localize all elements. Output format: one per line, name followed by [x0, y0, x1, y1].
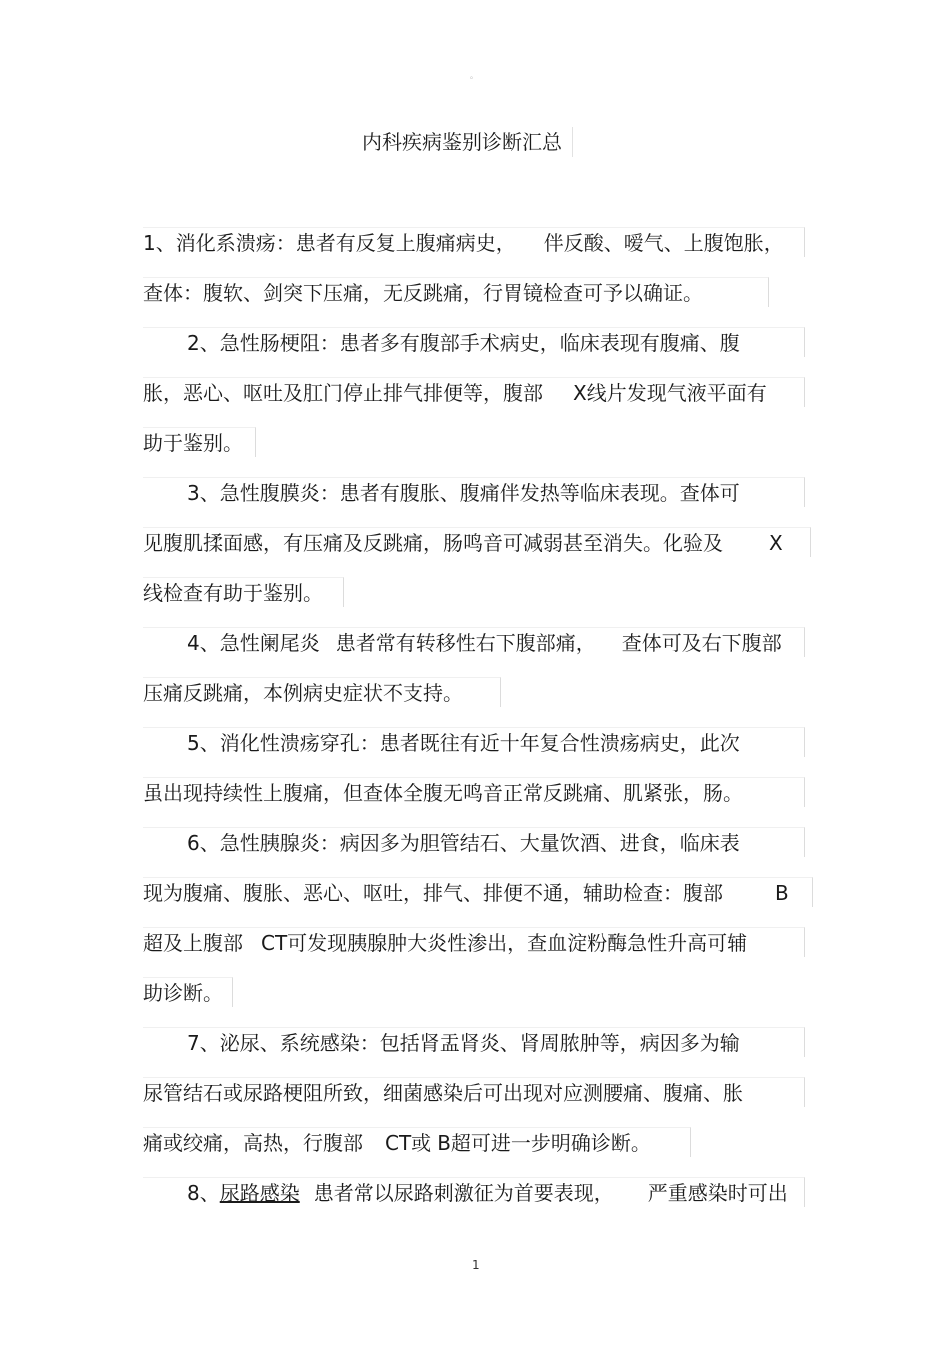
- text-line: 5、消化性溃疡穿孔：患者既往有近十年复合性溃疡病史，此次: [143, 727, 805, 757]
- text-line: 1、消化系溃疡：患者有反复上腹痛病史， 伴反酸、嗳气、上腹饱胀，: [143, 227, 805, 257]
- text-line: 6、急性胰腺炎：病因多为胆管结石、大量饮酒、进食，临床表: [143, 827, 805, 857]
- text-line: 虽出现持续性上腹痛，但查体全腹无鸣音正常反跳痛、肌紧张，肠。: [143, 777, 805, 807]
- text-line: 痛或绞痛，高热，行腹部 CT或 B超可进一步明确诊断。: [143, 1127, 691, 1157]
- text-line: 查体：腹软、剑突下压痛，无反跳痛，行胃镜检查可予以确证。: [143, 277, 769, 307]
- underlined-term: 尿路感染: [219, 1181, 300, 1205]
- text-line: 压痛反跳痛，本例病史症状不支持。: [143, 677, 501, 707]
- page-marker: 。: [470, 71, 478, 80]
- text-line: 尿管结石或尿路梗阻所致，细菌感染后可出现对应测腰痛、腹痛、胀: [143, 1077, 805, 1107]
- page-number: 1: [472, 1258, 480, 1272]
- text-line: 线检查有助于鉴别。: [143, 577, 344, 607]
- document-title: 内科疾病鉴别诊断汇总: [362, 127, 573, 157]
- text-line: 现为腹痛、腹胀、恶心、呕吐，排气、排便不通，辅助检查：腹部 B: [143, 877, 813, 907]
- text-line: 助于鉴别。: [143, 427, 256, 457]
- text-line: 2、急性肠梗阻：患者多有腹部手术病史，临床表现有腹痛、腹: [143, 327, 805, 357]
- text-line: 胀，恶心、呕吐及肛门停止排气排便等，腹部 X线片发现气液平面有: [143, 377, 805, 407]
- text-line: 超及上腹部 CT可发现胰腺肿大炎性渗出，查血淀粉酶急性升高可辅: [143, 927, 805, 957]
- text-line: 7、泌尿、系统感染：包括肾盂肾炎、肾周脓肿等，病因多为输: [143, 1027, 805, 1057]
- text-line: 助诊断。: [143, 977, 233, 1007]
- text-line: 8、尿路感染 患者常以尿路刺激征为首要表现， 严重感染时可出: [143, 1177, 805, 1207]
- text-line: 见腹肌揉面感，有压痛及反跳痛，肠鸣音可减弱甚至消失。化验及 X: [143, 527, 811, 557]
- text-line: 3、急性腹膜炎：患者有腹胀、腹痛伴发热等临床表现。查体可: [143, 477, 805, 507]
- text-line: 4、急性阑尾炎 患者常有转移性右下腹部痛， 查体可及右下腹部: [143, 627, 805, 657]
